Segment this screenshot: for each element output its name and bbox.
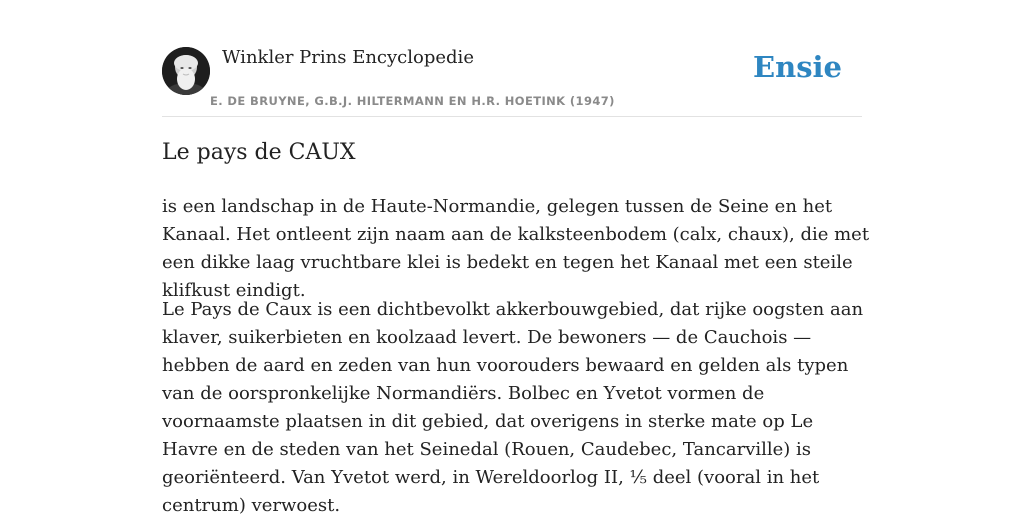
authors-line: E. DE BRUYNE, G.B.J. HILTERMANN EN H.R. HOETINK (1947) bbox=[210, 94, 615, 108]
article-title: Le pays de CAUX bbox=[162, 140, 356, 165]
article-paragraph: Le Pays de Caux is een dichtbevolkt akkerbouwgebied, dat rijke oogsten aan klaver, suikerbieten en koolzaad levert. De bewoners — de Cauchois — hebben de aard en zeden van hun voorouders bewaard en gelden als typen van de oorspronkelijke Normandiërs. Bolbec en Yvetot vormen de voornaamste plaatsen in dit gebied, dat overigens in sterke mate op Le Havre en de steden van het Seinedal (Rouen, Caudebec, Tancarville) is georiënteerd. Van Yvetot werd, in Wereldoorlog II, ⅕ deel (vooral in het centrum) verwoest. bbox=[162, 299, 864, 516]
article-paragraph: is een landschap in de Haute-Normandie, gelegen tussen de Seine en het Kanaal. Het ontleent zijn naam aan de kalksteenbodem (calx, chaux), die met een dikke laag vruchtbare klei is bedekt en tegen het Kanaal met een steile klifkust eindigt. bbox=[162, 196, 870, 301]
header bbox=[162, 0, 862, 117]
brand-logo[interactable]: Ensie bbox=[753, 50, 842, 84]
avatar[interactable] bbox=[162, 47, 210, 95]
site-title[interactable]: Winkler Prins Encyclopedie bbox=[222, 47, 474, 68]
portrait-avatar-icon bbox=[162, 47, 210, 95]
page bbox=[162, 0, 870, 516]
